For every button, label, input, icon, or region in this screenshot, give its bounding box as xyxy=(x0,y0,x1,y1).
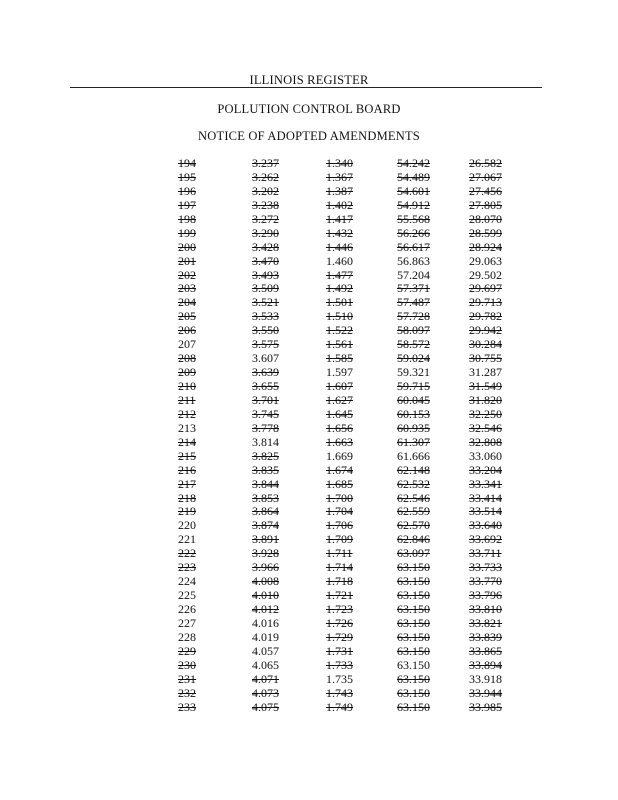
table-row xyxy=(0,505,618,519)
table-cell: 30.284 xyxy=(469,337,502,352)
table-cell: 33.918 xyxy=(469,671,502,686)
table-cell: 28.070 xyxy=(469,211,502,226)
table-row xyxy=(0,631,618,645)
table-cell: 3.701 xyxy=(252,392,279,407)
table-cell: 222 xyxy=(178,546,196,561)
table-cell: 213 xyxy=(178,420,196,435)
table-cell: 231 xyxy=(178,671,196,686)
table-row xyxy=(0,422,618,436)
table-cell: 219 xyxy=(178,504,196,519)
table-cell: 3.290 xyxy=(252,225,279,240)
table-cell: 1.561 xyxy=(326,337,353,352)
table-cell: 1.723 xyxy=(326,602,353,616)
table-row xyxy=(0,296,618,310)
table-cell: 54.912 xyxy=(397,197,430,212)
table-cell: 57.487 xyxy=(397,295,430,310)
table-row xyxy=(0,450,618,464)
table-cell: 3.550 xyxy=(252,323,279,338)
table-cell: 201 xyxy=(178,253,196,268)
table-row xyxy=(0,408,618,422)
table-cell: 62.148 xyxy=(397,462,430,477)
table-cell: 33.944 xyxy=(469,685,502,700)
table-cell: 29.942 xyxy=(469,323,502,338)
table-row xyxy=(0,589,618,603)
amendments-table xyxy=(0,157,618,715)
table-row xyxy=(0,575,618,589)
table-row xyxy=(0,394,618,408)
table-row xyxy=(0,533,618,547)
table-cell: 56.266 xyxy=(397,225,430,240)
table-cell: 1.731 xyxy=(326,643,353,658)
table-cell: 205 xyxy=(178,309,196,324)
table-cell: 54.242 xyxy=(397,156,430,170)
table-cell: 220 xyxy=(178,518,196,533)
table-cell: 1.492 xyxy=(326,281,353,296)
table-cell: 226 xyxy=(178,602,196,616)
table-row xyxy=(0,199,618,213)
table-cell: 61.307 xyxy=(397,434,430,449)
table-cell: 33.341 xyxy=(469,476,502,491)
table-row xyxy=(0,547,618,561)
table-cell: 33.821 xyxy=(469,615,502,630)
table-cell: 1.340 xyxy=(326,156,353,170)
table-row xyxy=(0,310,618,324)
table-cell: 3.874 xyxy=(252,518,279,533)
table-cell: 3.745 xyxy=(252,406,279,421)
table-cell: 214 xyxy=(178,434,196,449)
table-cell: 33.204 xyxy=(469,462,502,477)
table-row xyxy=(0,687,618,701)
table-cell: 4.012 xyxy=(252,602,279,616)
table-row xyxy=(0,436,618,450)
table-cell: 1.645 xyxy=(326,406,353,421)
table-cell: 29.713 xyxy=(469,295,502,310)
table-cell: 3.238 xyxy=(252,197,279,212)
table-cell: 3.655 xyxy=(252,379,279,393)
table-cell: 63.097 xyxy=(397,546,430,561)
table-cell: 58.097 xyxy=(397,323,430,338)
table-cell: 63.150 xyxy=(397,671,430,686)
table-cell: 3.966 xyxy=(252,560,279,575)
table-cell: 1.743 xyxy=(326,685,353,700)
table-row xyxy=(0,519,618,533)
table-cell: 233 xyxy=(178,699,196,714)
table-cell: 30.755 xyxy=(469,351,502,366)
table-row xyxy=(0,227,618,241)
table-cell: 1.733 xyxy=(326,657,353,672)
table-cell: 27.456 xyxy=(469,183,502,198)
table-cell: 3.575 xyxy=(252,337,279,352)
table-cell: 4.065 xyxy=(252,657,279,672)
table-cell: 26.582 xyxy=(469,156,502,170)
table-cell: 1.669 xyxy=(326,448,353,463)
table-cell: 206 xyxy=(178,323,196,338)
table-cell: 4.010 xyxy=(252,588,279,603)
table-cell: 31.549 xyxy=(469,379,502,393)
table-cell: 1.721 xyxy=(326,588,353,603)
table-cell: 3.891 xyxy=(252,532,279,547)
table-cell: 63.150 xyxy=(397,629,430,644)
table-cell: 228 xyxy=(178,629,196,644)
table-cell: 33.711 xyxy=(469,546,502,561)
table-cell: 33.810 xyxy=(469,602,502,616)
table-cell: 33.414 xyxy=(469,490,502,505)
table-row xyxy=(0,617,618,631)
table-cell: 60.935 xyxy=(397,420,430,435)
table-row xyxy=(0,478,618,492)
table-cell: 1.709 xyxy=(326,532,353,547)
table-cell: 33.985 xyxy=(469,699,502,714)
table-cell: 3.272 xyxy=(252,211,279,226)
table-cell: 54.601 xyxy=(397,183,430,198)
table-cell: 1.749 xyxy=(326,699,353,714)
table-cell: 209 xyxy=(178,365,196,380)
table-cell: 55.568 xyxy=(397,211,430,226)
table-cell: 32.808 xyxy=(469,434,502,449)
table-cell: 33.640 xyxy=(469,518,502,533)
table-cell: 1.685 xyxy=(326,476,353,491)
table-cell: 3.521 xyxy=(252,295,279,310)
table-cell: 3.533 xyxy=(252,309,279,324)
table-cell: 4.019 xyxy=(252,629,279,644)
table-cell: 1.729 xyxy=(326,629,353,644)
table-cell: 3.202 xyxy=(252,183,279,198)
table-cell: 59.715 xyxy=(397,379,430,393)
table-cell: 196 xyxy=(178,183,196,198)
table-cell: 1.627 xyxy=(326,392,353,407)
table-cell: 33.894 xyxy=(469,657,502,672)
notice-title: NOTICE OF ADOPTED AMENDMENTS xyxy=(198,129,420,143)
table-row xyxy=(0,157,618,171)
table-cell: 1.704 xyxy=(326,504,353,519)
table-cell: 215 xyxy=(178,448,196,463)
table-cell: 29.782 xyxy=(469,309,502,324)
table-cell: 4.008 xyxy=(252,574,279,589)
table-cell: 1.706 xyxy=(326,518,353,533)
table-cell: 1.674 xyxy=(326,462,353,477)
table-cell: 1.446 xyxy=(326,239,353,254)
table-cell: 3.853 xyxy=(252,490,279,505)
table-cell: 60.153 xyxy=(397,406,430,421)
table-cell: 1.460 xyxy=(326,253,353,268)
table-row xyxy=(0,171,618,185)
table-cell: 62.570 xyxy=(397,518,430,533)
table-cell: 33.733 xyxy=(469,560,502,575)
table-cell: 1.656 xyxy=(326,420,353,435)
table-cell: 212 xyxy=(178,406,196,421)
table-cell: 208 xyxy=(178,351,196,366)
table-cell: 54.489 xyxy=(397,169,430,184)
table-cell: 1.700 xyxy=(326,490,353,505)
table-cell: 29.063 xyxy=(469,253,502,268)
table-cell: 63.150 xyxy=(397,602,430,616)
table-cell: 33.060 xyxy=(469,448,502,463)
table-row xyxy=(0,464,618,478)
table-cell: 62.532 xyxy=(397,476,430,491)
table-cell: 63.150 xyxy=(397,574,430,589)
table-cell: 1.501 xyxy=(326,295,353,310)
table-cell: 223 xyxy=(178,560,196,575)
table-cell: 1.477 xyxy=(326,267,353,282)
table-cell: 3.864 xyxy=(252,504,279,519)
table-row xyxy=(0,645,618,659)
table-row xyxy=(0,269,618,283)
table-cell: 232 xyxy=(178,685,196,700)
table-cell: 1.417 xyxy=(326,211,353,226)
table-cell: 31.820 xyxy=(469,392,502,407)
table-cell: 3.778 xyxy=(252,420,279,435)
table-cell: 3.639 xyxy=(252,365,279,380)
table-cell: 1.510 xyxy=(326,309,353,324)
table-cell: 216 xyxy=(178,462,196,477)
table-cell: 3.814 xyxy=(252,434,279,449)
table-cell: 230 xyxy=(178,657,196,672)
table-cell: 29.502 xyxy=(469,267,502,282)
table-cell: 31.287 xyxy=(469,365,502,380)
table-cell: 58.572 xyxy=(397,337,430,352)
table-cell: 33.839 xyxy=(469,629,502,644)
table-cell: 63.150 xyxy=(397,643,430,658)
table-cell: 33.770 xyxy=(469,574,502,589)
table-cell: 33.514 xyxy=(469,504,502,519)
table-cell: 63.150 xyxy=(397,588,430,603)
table-cell: 27.805 xyxy=(469,197,502,212)
table-cell: 207 xyxy=(178,337,196,352)
table-cell: 28.924 xyxy=(469,239,502,254)
table-cell: 229 xyxy=(178,643,196,658)
table-row xyxy=(0,603,618,617)
table-cell: 202 xyxy=(178,267,196,282)
table-cell: 1.432 xyxy=(326,225,353,240)
table-cell: 63.150 xyxy=(397,615,430,630)
table-cell: 63.150 xyxy=(397,699,430,714)
table-row xyxy=(0,673,618,687)
table-row xyxy=(0,338,618,352)
table-cell: 62.546 xyxy=(397,490,430,505)
table-cell: 61.666 xyxy=(397,448,430,463)
table-cell: 197 xyxy=(178,197,196,212)
table-cell: 227 xyxy=(178,615,196,630)
table-cell: 198 xyxy=(178,211,196,226)
table-cell: 57.728 xyxy=(397,309,430,324)
table-cell: 33.796 xyxy=(469,588,502,603)
table-row xyxy=(0,282,618,296)
table-row xyxy=(0,492,618,506)
table-cell: 1.387 xyxy=(326,183,353,198)
table-cell: 63.150 xyxy=(397,560,430,575)
table-cell: 59.321 xyxy=(397,365,430,380)
table-cell: 4.057 xyxy=(252,643,279,658)
table-cell: 3.493 xyxy=(252,267,279,282)
table-cell: 225 xyxy=(178,588,196,603)
table-cell: 4.073 xyxy=(252,685,279,700)
table-row xyxy=(0,352,618,366)
table-cell: 3.470 xyxy=(252,253,279,268)
table-cell: 1.718 xyxy=(326,574,353,589)
table-row xyxy=(0,213,618,227)
table-cell: 27.067 xyxy=(469,169,502,184)
table-row xyxy=(0,366,618,380)
table-cell: 1.522 xyxy=(326,323,353,338)
table-cell: 56.617 xyxy=(397,239,430,254)
table-cell: 33.865 xyxy=(469,643,502,658)
table-cell: 210 xyxy=(178,379,196,393)
table-cell: 3.428 xyxy=(252,239,279,254)
table-cell: 203 xyxy=(178,281,196,296)
table-cell: 1.711 xyxy=(326,546,353,561)
table-cell: 218 xyxy=(178,490,196,505)
table-cell: 217 xyxy=(178,476,196,491)
table-cell: 3.835 xyxy=(252,462,279,477)
table-cell: 1.735 xyxy=(326,671,353,686)
board-title: POLLUTION CONTROL BOARD xyxy=(217,102,401,116)
table-cell: 59.024 xyxy=(397,351,430,366)
table-cell: 3.844 xyxy=(252,476,279,491)
table-cell: 4.016 xyxy=(252,615,279,630)
table-cell: 1.714 xyxy=(326,560,353,575)
table-cell: 1.726 xyxy=(326,615,353,630)
table-cell: 28.599 xyxy=(469,225,502,240)
table-cell: 1.663 xyxy=(326,434,353,449)
table-row xyxy=(0,185,618,199)
table-row xyxy=(0,324,618,338)
table-cell: 3.825 xyxy=(252,448,279,463)
table-cell: 195 xyxy=(178,169,196,184)
table-row xyxy=(0,659,618,673)
table-cell: 57.371 xyxy=(397,281,430,296)
table-cell: 4.075 xyxy=(252,699,279,714)
table-cell: 63.150 xyxy=(397,685,430,700)
table-cell: 3.928 xyxy=(252,546,279,561)
table-cell: 224 xyxy=(178,574,196,589)
table-cell: 1.585 xyxy=(326,351,353,366)
table-cell: 57.204 xyxy=(397,267,430,282)
table-cell: 3.509 xyxy=(252,281,279,296)
table-row xyxy=(0,241,618,255)
table-cell: 221 xyxy=(178,532,196,547)
table-cell: 60.045 xyxy=(397,392,430,407)
table-cell: 33.692 xyxy=(469,532,502,547)
table-row xyxy=(0,701,618,715)
table-cell: 3.607 xyxy=(252,351,279,366)
table-cell: 200 xyxy=(178,239,196,254)
table-cell: 63.150 xyxy=(397,657,430,672)
table-cell: 32.250 xyxy=(469,406,502,421)
table-cell: 204 xyxy=(178,295,196,310)
table-cell: 1.607 xyxy=(326,379,353,393)
table-cell: 29.697 xyxy=(469,281,502,296)
table-cell: 62.846 xyxy=(397,532,430,547)
table-row xyxy=(0,561,618,575)
register-title: ILLINOIS REGISTER xyxy=(249,73,369,87)
table-cell: 62.559 xyxy=(397,504,430,519)
table-cell: 211 xyxy=(178,392,196,407)
table-cell: 4.071 xyxy=(252,671,279,686)
table-row xyxy=(0,380,618,394)
table-cell: 3.237 xyxy=(252,156,279,170)
table-cell: 1.367 xyxy=(326,169,353,184)
table-cell: 32.546 xyxy=(469,420,502,435)
table-cell: 1.402 xyxy=(326,197,353,212)
table-cell: 56.863 xyxy=(397,253,430,268)
table-cell: 194 xyxy=(178,156,196,170)
table-cell: 199 xyxy=(178,225,196,240)
table-row xyxy=(0,255,618,269)
table-cell: 3.262 xyxy=(252,169,279,184)
table-cell: 1.597 xyxy=(326,365,353,380)
